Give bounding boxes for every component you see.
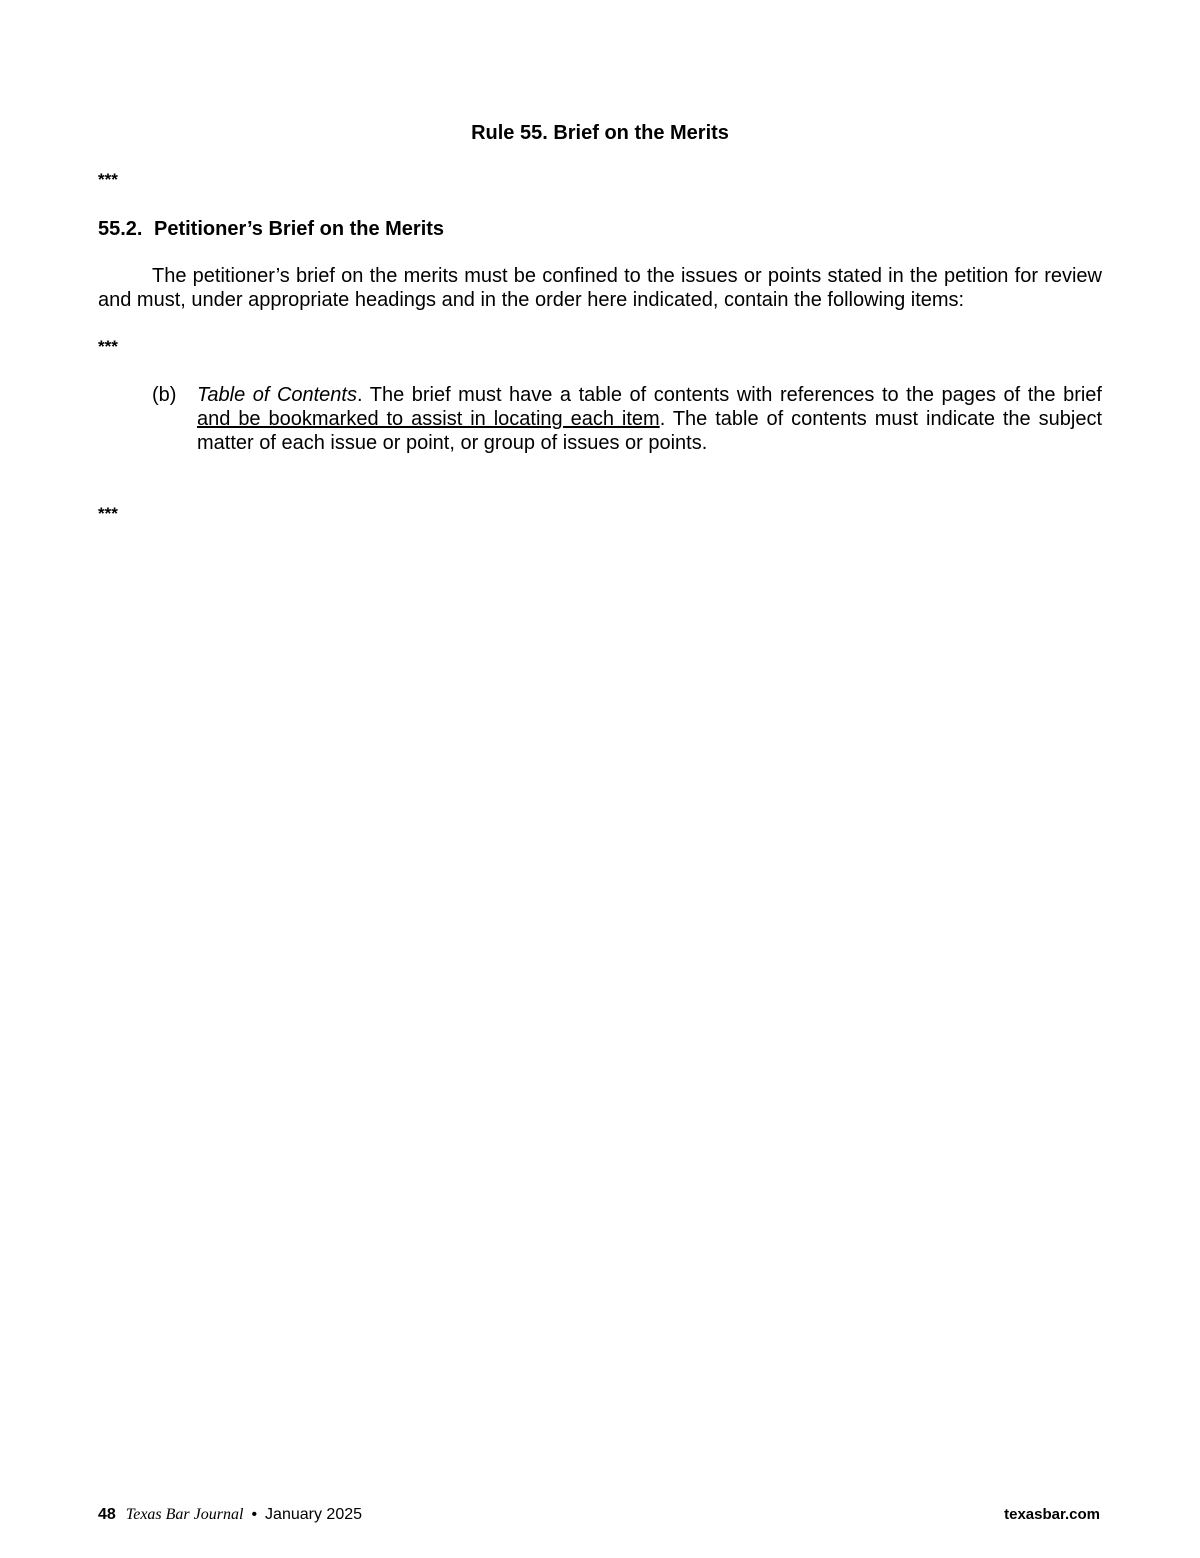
page-number: 48 bbox=[98, 1506, 116, 1523]
item-heading: Table of Contents bbox=[197, 384, 357, 406]
omission-separator: *** bbox=[98, 337, 118, 356]
item-text-after: . The table of contents must indicate the subject matter of each issue or point, or group of issues or points. bbox=[197, 408, 1102, 454]
section-title: Petitioner’s Brief on the Merits bbox=[154, 218, 445, 240]
footer-website: texasbar.com bbox=[1004, 1506, 1100, 1523]
rule-title: Rule 55. Brief on the Merits bbox=[471, 122, 729, 144]
section-number: 55.2. bbox=[98, 218, 143, 240]
omission-separator: *** bbox=[98, 504, 118, 523]
item-text-before: . The brief must have a table of contents with references to the pages of the brief bbox=[357, 384, 1102, 406]
footer-left bbox=[98, 1505, 362, 1525]
list-item-body bbox=[197, 383, 1102, 455]
footer-bullet: • bbox=[251, 1506, 258, 1523]
section-heading bbox=[98, 216, 444, 242]
omission-separator: *** bbox=[98, 170, 118, 189]
journal-name: Texas Bar Journal bbox=[125, 1506, 244, 1523]
issue-date: January 2025 bbox=[265, 1506, 363, 1523]
item-underlined-amendment: and be bookmarked to assist in locating each item bbox=[197, 408, 660, 430]
intro-paragraph: The petitioner’s brief on the merits must be confined to the issues or points stated in the petition for review and must, under appropriate headings and in the order here indicated, contain the following items: bbox=[98, 265, 1102, 311]
list-item-label: (b) bbox=[152, 384, 177, 406]
